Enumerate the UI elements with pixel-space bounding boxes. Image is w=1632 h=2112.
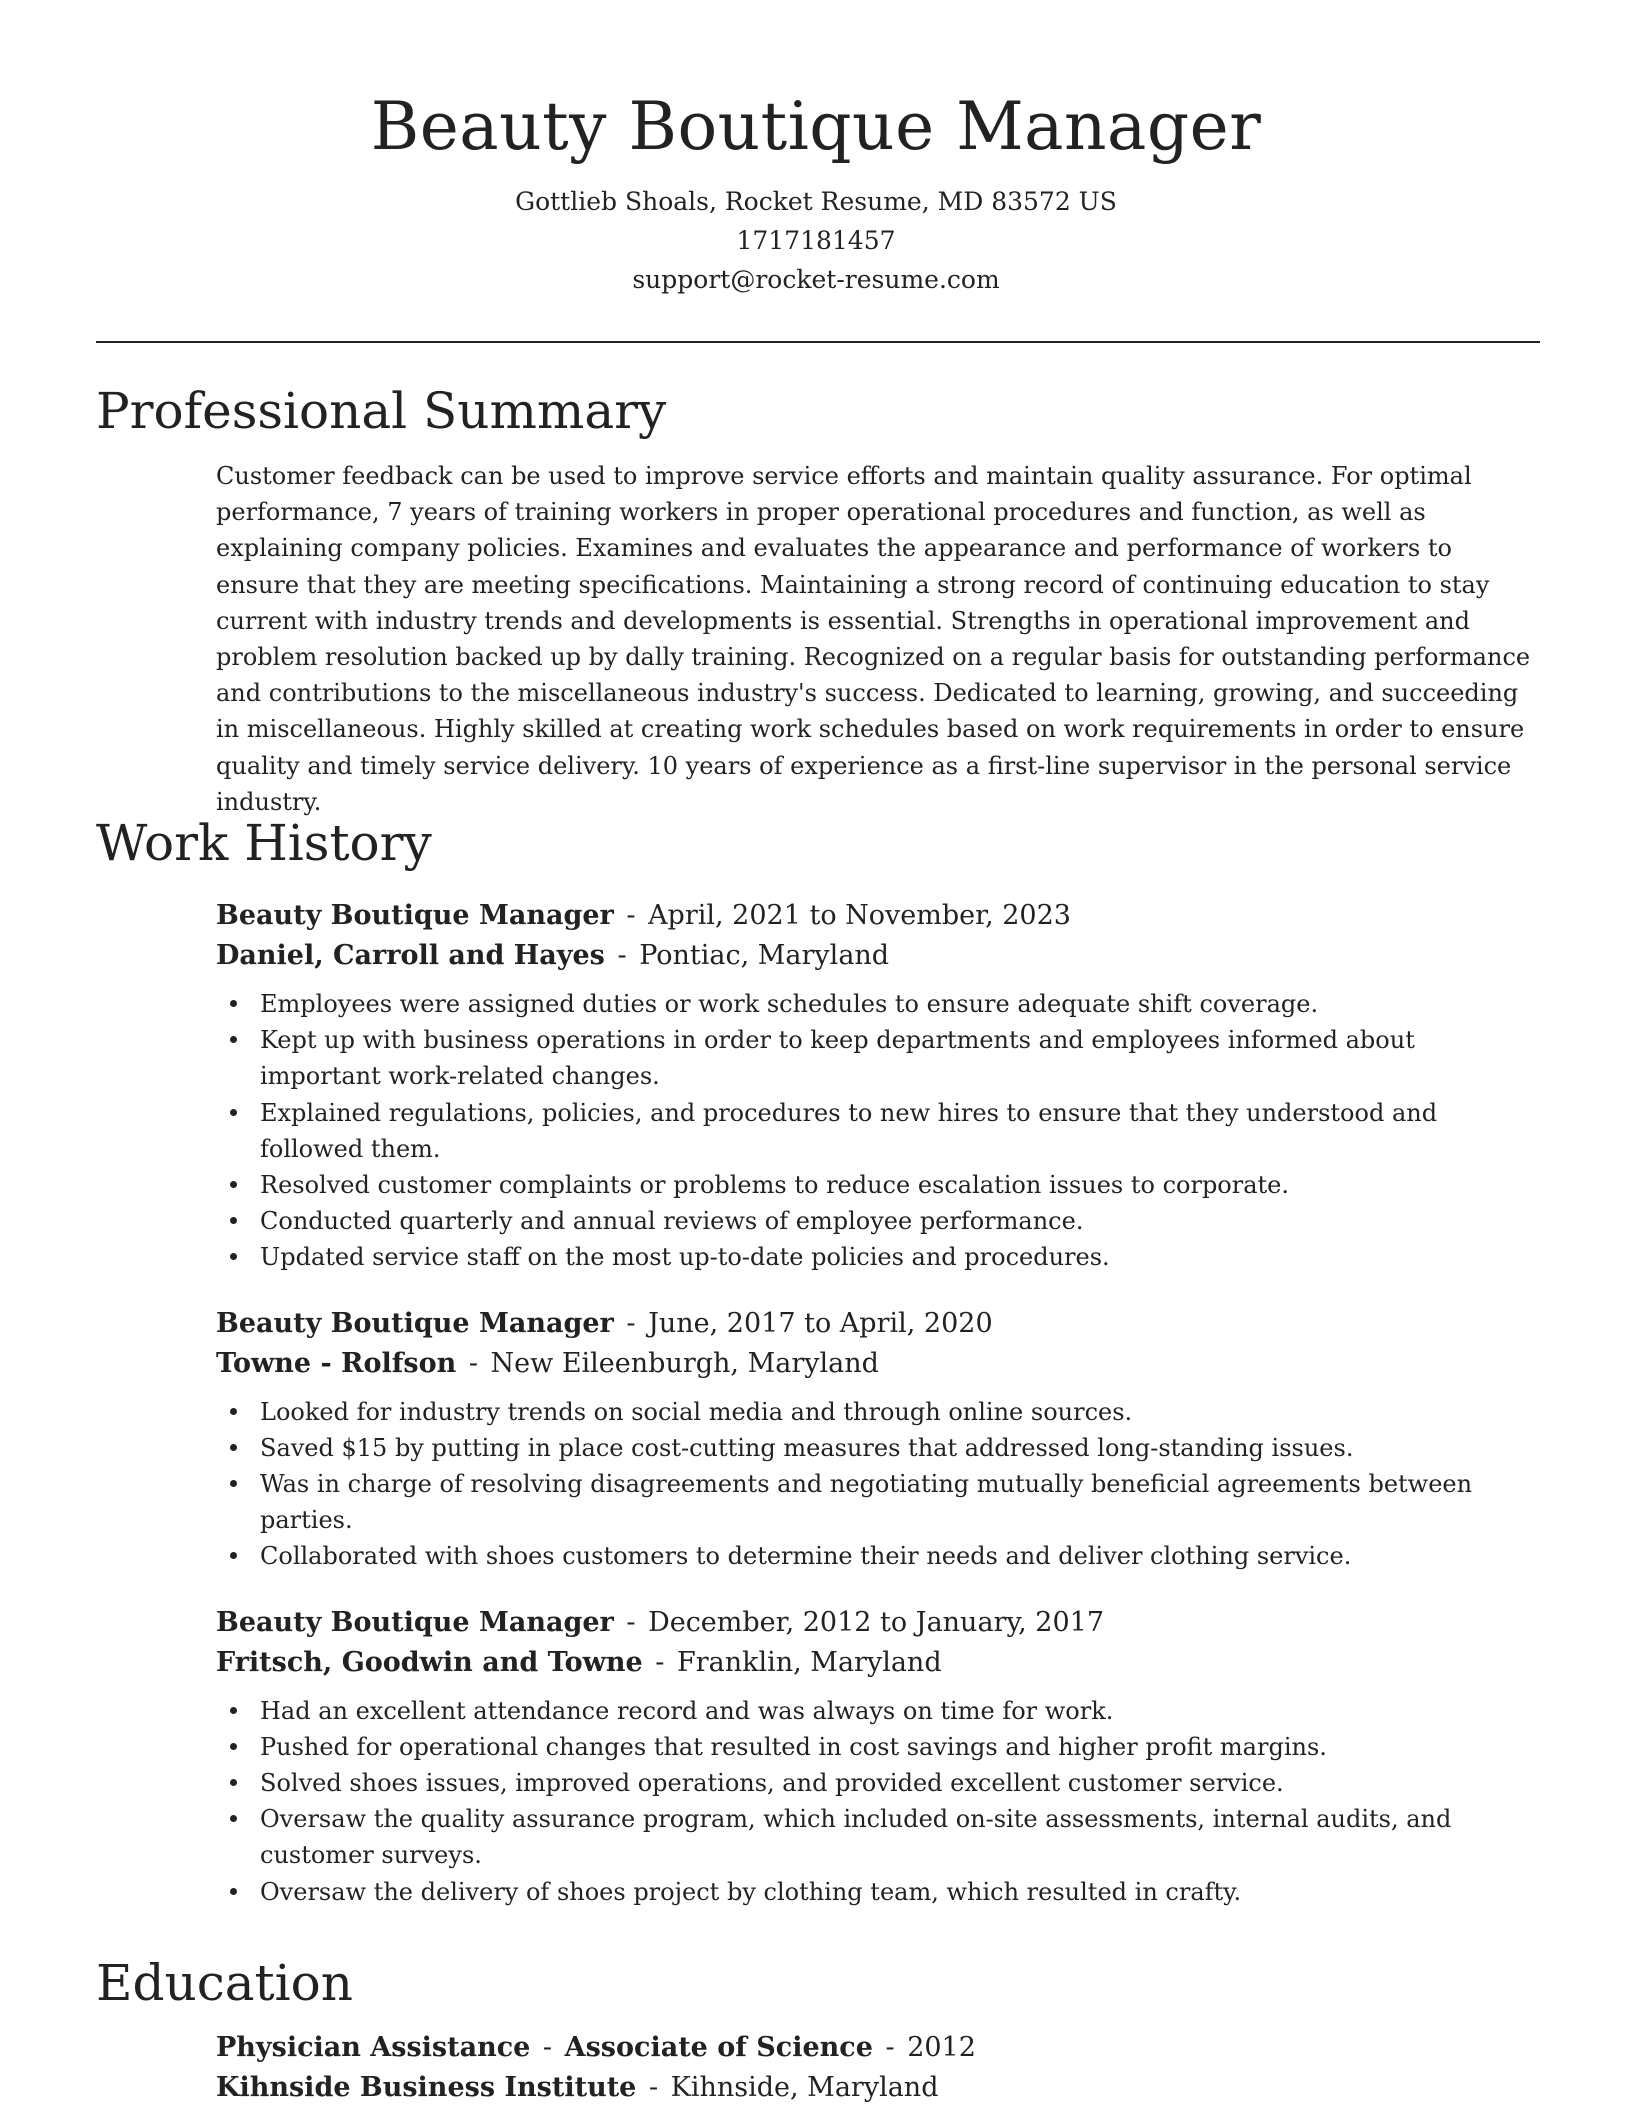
- separator: -: [617, 940, 627, 971]
- job-entry: [216, 1304, 1540, 1575]
- separator: -: [542, 2032, 553, 2063]
- job-bullet: Had an excellent attendance record and was always on time for work.: [216, 1693, 1540, 1729]
- job-title-line: [216, 896, 1540, 936]
- summary-section: [96, 380, 1540, 820]
- job-company-line: [216, 936, 1540, 976]
- separator: -: [626, 900, 636, 931]
- job-title: Beauty Boutique Manager: [216, 1307, 614, 1339]
- job-bullet: Solved shoes issues, improved operations, and provided excellent customer service.: [216, 1765, 1540, 1801]
- contact-info: [0, 182, 1632, 299]
- job-bullet: Saved $15 by putting in place cost-cutting measures that addressed long-standing issues.: [216, 1430, 1540, 1466]
- job-bullet: Oversaw the quality assurance program, which included on-site assessments, internal audits, and customer surveys.: [216, 1801, 1540, 1873]
- job-bullets: [216, 1693, 1540, 1910]
- summary-heading: Professional Summary: [96, 382, 667, 440]
- job-list: [216, 896, 1540, 1910]
- job-bullet: Updated service staff on the most up-to-date policies and procedures.: [216, 1239, 1540, 1275]
- separator: -: [468, 1347, 478, 1379]
- degree-line: [216, 2028, 1540, 2068]
- job-entry: [216, 896, 1540, 1276]
- job-bullet: Employees were assigned duties or work schedules to ensure adequate shift coverage.: [216, 986, 1540, 1022]
- job-title: Beauty Boutique Manager: [216, 1606, 614, 1638]
- job-title-line: [216, 1603, 1540, 1643]
- job-dates: December, 2012 to January, 2017: [648, 1606, 1104, 1638]
- job-bullet: Oversaw the delivery of shoes project by clothing team, which resulted in crafty.: [216, 1874, 1540, 1910]
- separator: -: [655, 1646, 665, 1678]
- company-name: Fritsch, Goodwin and Towne: [216, 1646, 643, 1678]
- separator: -: [626, 1307, 636, 1339]
- company-name: Daniel, Carroll and Hayes: [216, 940, 605, 971]
- education-entry: [216, 2028, 1540, 2108]
- graduation-year: 2012: [907, 2032, 976, 2063]
- email-address: support@rocket-resume.com: [632, 265, 1000, 294]
- job-bullet: Resolved customer complaints or problems to reduce escalation issues to corporate.: [216, 1167, 1540, 1203]
- separator: -: [648, 2072, 659, 2103]
- work-history-section: [96, 812, 1540, 1910]
- separator: -: [885, 2032, 895, 2063]
- phone-number: 1717181457: [736, 226, 896, 255]
- resume-header: [0, 0, 1632, 299]
- address: Gottlieb Shoals, Rocket Resume, MD 83572 US: [515, 187, 1117, 216]
- education-section: [96, 1952, 1540, 2108]
- company-name: Towne - Rolfson: [216, 1347, 457, 1379]
- job-bullet: Collaborated with shoes customers to determine their needs and deliver clothing service.: [216, 1538, 1540, 1574]
- job-dates: June, 2017 to April, 2020: [648, 1307, 993, 1339]
- job-bullet: Looked for industry trends on social media and through online sources.: [216, 1394, 1540, 1430]
- job-title: Beauty Boutique Manager: [216, 900, 614, 931]
- job-company-line: [216, 1643, 1540, 1683]
- school-line: [216, 2068, 1540, 2108]
- job-bullet: Kept up with business operations in order to keep departments and employees informed about important work-related changes.: [216, 1022, 1540, 1094]
- education-heading: Education: [96, 1954, 353, 2012]
- job-entry: [216, 1603, 1540, 1910]
- job-bullet: Pushed for operational changes that resulted in cost savings and higher profit margins.: [216, 1729, 1540, 1765]
- summary-text: Customer feedback can be used to improve service efforts and maintain quality assurance. For optimal performance, 7 years of training workers in proper operational procedures and function, as well as explaining company policies. Examines and evaluates the appearance and performance of workers to ensure that they are meeting specifications. Maintaining a strong record of continuing education to stay current with industry trends and developments is essential. Strengths in operational improvement and problem resolution backed up by dally training. Recognized on a regular basis for outstanding performance and contributions to the miscellaneous industry's success. Dedicated to learning, growing, and succeeding in miscellaneous. Highly skilled at creating work schedules based on work requirements in order to ensure quality and timely service delivery. 10 years of experience as a first-line supervisor in the personal service industry.: [216, 462, 1531, 816]
- job-location: Pontiac, Maryland: [639, 940, 890, 971]
- separator: -: [626, 1606, 636, 1638]
- job-dates: April, 2021 to November, 2023: [648, 900, 1071, 931]
- job-bullets: [216, 986, 1540, 1276]
- degree: Associate of Science: [564, 2032, 873, 2063]
- job-title-line: [216, 1304, 1540, 1344]
- field-of-study: Physician Assistance: [216, 2032, 531, 2063]
- job-bullet: Explained regulations, policies, and procedures to new hires to ensure that they understood and followed them.: [216, 1095, 1540, 1167]
- job-location: Franklin, Maryland: [676, 1646, 942, 1678]
- job-bullet: Was in charge of resolving disagreements and negotiating mutually beneficial agreements between parties.: [216, 1466, 1540, 1538]
- school-name: Kihnside Business Institute: [216, 2072, 637, 2103]
- work-history-heading: Work History: [96, 814, 432, 872]
- school-location: Kihnside, Maryland: [670, 2072, 939, 2103]
- header-divider: [96, 341, 1540, 343]
- job-bullet: Conducted quarterly and annual reviews of employee performance.: [216, 1203, 1540, 1239]
- candidate-name: Beauty Boutique Manager: [370, 88, 1262, 165]
- job-company-line: [216, 1344, 1540, 1384]
- job-location: New Eileenburgh, Maryland: [490, 1347, 879, 1379]
- job-bullets: [216, 1394, 1540, 1575]
